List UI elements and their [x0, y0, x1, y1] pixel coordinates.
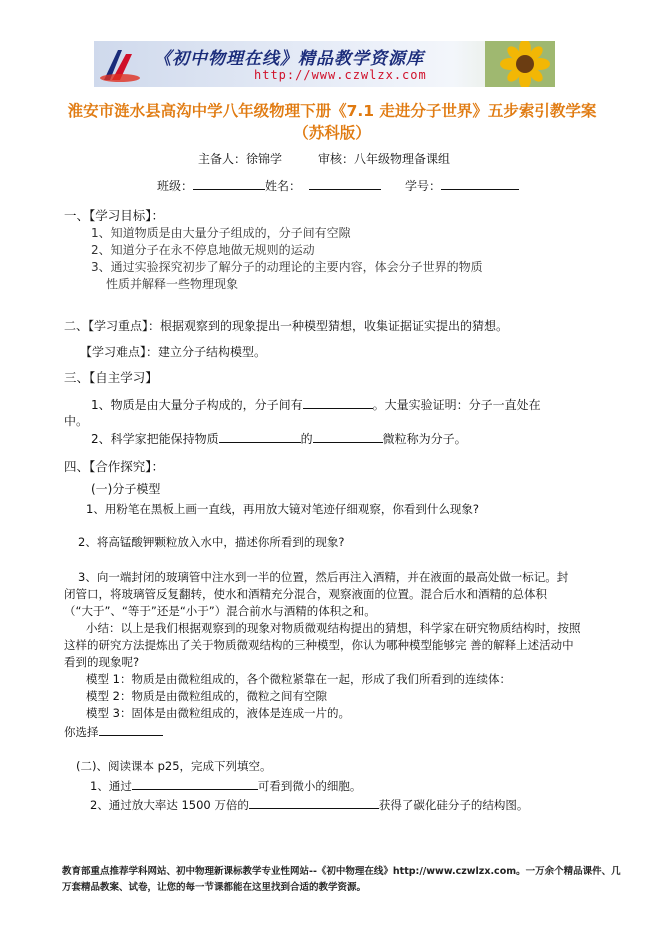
author-info: 主备人：徐锦学 审核：八年级物理备课组 [198, 152, 451, 166]
choice-blank[interactable] [99, 722, 163, 736]
section3-heading: 三、【自主学习】 [64, 370, 158, 385]
id-field[interactable] [441, 176, 519, 190]
site-logo-icon [98, 44, 142, 84]
objective-item: 1、知道物质是由大量分子组成的，分子间有空隙 [91, 226, 351, 240]
header-banner [94, 41, 555, 87]
student-info-row [157, 176, 519, 194]
fill2-text-a: 2、通过放大率达 1500 万倍的 [90, 798, 249, 812]
model-item: 模型 2：物质是由微粒组成的，微粒之间有空隙 [86, 689, 327, 703]
inquiry-q2: 2、将高锰酸钾颗粒放入水中，描述你所看到的现象? [78, 535, 345, 549]
q2-blank-1[interactable] [219, 429, 301, 443]
summary-line: 看到的现象呢? [64, 655, 140, 669]
self-study-q1-cont: 中。 [64, 414, 89, 428]
model-item: 模型 3：固体是由微粒组成的，液体是连成一片的。 [86, 706, 350, 720]
document-title: 淮安市涟水县高沟中学八年级物理下册《7.1 走进分子世界》五步索引教学案（苏科版） [67, 102, 597, 142]
inquiry-q3-line: 闭管口，将玻璃管反复翻转，使水和酒精充分混合，观察液面的位置。混合后水和酒精的总体积 [64, 587, 547, 601]
q1-blank[interactable] [303, 395, 373, 409]
fill1-text-b: 可看到微小的细胞。 [257, 779, 362, 793]
self-study-q2 [91, 429, 467, 447]
q2-text-c: 微粒称为分子。 [382, 432, 467, 446]
subsection-molecule-model: (一)分子模型 [91, 482, 161, 496]
fill1-text-a: 1、通过 [90, 779, 132, 793]
class-label: 班级： [157, 179, 194, 193]
id-label: 学号： [405, 179, 442, 193]
q2-text-a: 2、科学家把能保持物质 [91, 432, 219, 446]
section1-heading: 一、【学习目标】： [64, 208, 165, 223]
objective-item: 2、知道分子在永不停息地做无规则的运动 [91, 243, 315, 257]
q1-text-b: 。大量实验证明：分子一直处在 [372, 398, 541, 412]
reading-fill-2 [90, 795, 528, 813]
fill2-blank[interactable] [249, 795, 379, 809]
subsection-reading: (二)、阅读课本 p25，完成下列填空。 [76, 759, 272, 773]
inquiry-q3-line: 3、向一端封闭的玻璃管中注水到一半的位置，然后再注入酒精，并在液面的最高处做一标记。封 [78, 570, 569, 584]
name-label: 姓名： [265, 179, 302, 193]
class-field[interactable] [193, 176, 265, 190]
model-item: 模型 1：物质是由微粒组成的，各个微粒紧靠在一起，形成了我们所看到的连续体： [86, 672, 511, 686]
summary-line: 小结：以上是我们根据观察到的现象对物质微观结构提出的猜想，科学家在研究物质结构时，按照 [86, 621, 581, 635]
inquiry-q1: 1、用粉笔在黑板上画一直线，再用放大镜对笔迹仔细观察，你看到什么现象? [86, 502, 479, 516]
objective-item: 3、通过实验探究初步了解分子的动理论的主要内容，体会分子世界的物质 [91, 260, 483, 274]
footer-promo: 教育部重点推荐学科网站、初中物理新课标教学专业性网站--《初中物理在线》http://www.czwlzx.com。一万余个精品课件、几万套精品教案、试卷，让您的每一节课都能在这里找到合适的教学资源。 [62, 866, 621, 893]
name-field[interactable] [309, 176, 381, 190]
banner-url[interactable]: http://www.czwlzx.com [254, 68, 427, 82]
q2-text-b: 的 [300, 432, 313, 446]
difficult-point: 【学习难点】：建立分子结构模型。 [80, 345, 267, 359]
q1-text-a: 1、物质是由大量分子构成的，分子间有 [91, 398, 303, 412]
fill2-text-b: 获得了碳化硅分子的结构图。 [378, 798, 529, 812]
q2-blank-2[interactable] [313, 429, 383, 443]
summary-line: 这样的研究方法提炼出了关于物质微观结构的三种模型，你认为哪种模型能够完 善的解释上述活动中 [64, 638, 574, 652]
sunflower-icon [485, 41, 555, 87]
banner-title: 《初中物理在线》精品教学资源库 [154, 49, 424, 69]
section4-heading: 四、【合作探究】： [64, 459, 165, 474]
objective-item: 性质并解释一些物理现象 [106, 277, 239, 291]
choice-label: 你选择 [64, 725, 99, 739]
inquiry-q3-line: （“大于”、“等于”还是“小于”）混合前水与酒精的体积之和。 [64, 604, 376, 618]
key-point: 二、【学习重点】：根据观察到的现象提出一种模型猜想，收集证据证实提出的猜想。 [64, 319, 509, 333]
fill1-blank[interactable] [132, 776, 258, 790]
self-study-q1 [91, 395, 541, 413]
reading-fill-1 [90, 776, 361, 794]
model-choice [64, 722, 163, 740]
